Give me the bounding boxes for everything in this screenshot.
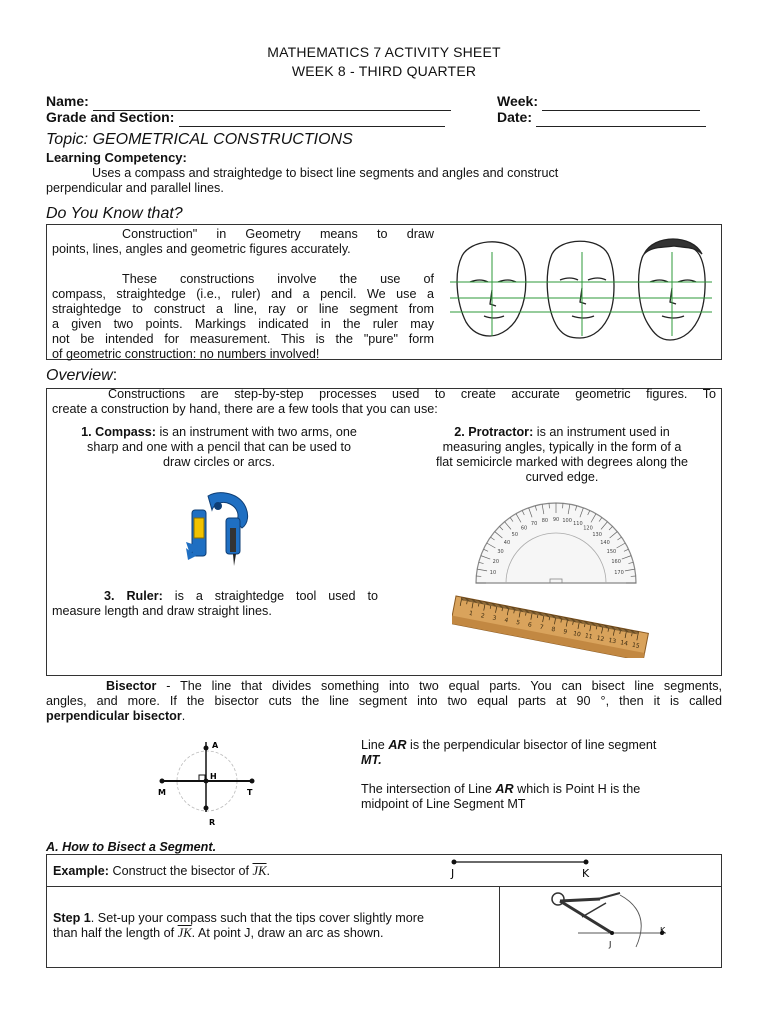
protractor-tick-label: 100 [562,517,572,524]
step1-seg: $\overline{JK}$ [177,926,192,940]
ruler-tick-label: 11 [584,632,594,641]
face-2-eyes [560,278,606,280]
face-3-hair [644,239,702,254]
protractor-tick-label: 130 [592,531,602,538]
know-p1-l2: points, lines, angles and geometric figures accurately. [52,242,351,256]
ruler-tick-label: 1 [468,609,474,618]
protractor-tick-label: 160 [611,559,621,566]
date-label: Date: [497,109,533,125]
desc2-post: which is Point H is the [513,782,641,796]
label-h: H [210,772,217,781]
protractor-tick-label: 170 [614,569,624,576]
grade-blank[interactable] [179,112,445,127]
ruler-tick-label: 8 [550,625,556,634]
face-3-mouth [662,316,684,318]
step1-l1: . Set-up your compass such that the tips cover slightly more [90,911,424,925]
section-a-heading [46,840,216,854]
protractor-tick-label: 90 [552,517,560,523]
ruler-l2: measure length and draw straight lines. [52,604,272,618]
bisector-term: Bisector [106,679,157,693]
overview-title: Overview [46,367,113,384]
desc2-ar: AR [495,782,514,796]
desc1-mt: MT. [361,753,382,767]
protractor-tick-label: 110 [573,520,583,527]
ruler-tick-label: 6 [527,621,533,629]
arc [620,895,641,947]
compass-l1: is an instrument with two arms, one [159,425,357,439]
compass-image [178,488,260,568]
bisector-l2: angles, and more. If the bisector cuts the line segment into two equal parts at 90 °, then it is called [46,694,722,708]
date-field[interactable] [497,109,717,127]
protractor-l4: curved edge. [525,470,599,484]
protractor-tick-label: 140 [600,539,610,546]
desc2-l2: midpoint of Line Segment MT [361,797,526,811]
ruler-tick-label: 7 [539,623,545,632]
face-2-mouth [572,316,594,318]
desc1-pre: Line [361,738,389,752]
segment-jk-diagram [440,854,610,884]
fig-j: J [609,940,612,949]
compass-l3: draw circles or arcs. [163,455,275,469]
protractor-tick-label: 10 [489,569,497,576]
know-p2-l4: a given two points. Markings indicated in the ruler may [52,317,434,331]
ruler-image [452,590,652,658]
table-col-divider [499,886,500,968]
compass-desc [52,425,386,470]
date-blank[interactable] [536,112,706,127]
protractor-l2: measuring angles, typically in the form of a [442,440,682,454]
overview-intro-l1: Constructions are step-by-step processes used to create accurate geometric figures. To [108,387,716,401]
protractor-tick-label: 20 [492,559,500,566]
competency-line2: perpendicular and parallel lines. [46,181,224,195]
point-j: J [451,867,455,880]
protractor-tick-label: 60 [520,525,528,532]
protractor-tick-label: 40 [503,539,511,546]
protractor-image [473,497,639,587]
week-label: Week: [497,93,538,109]
label-m: M [158,788,166,797]
topic-title: GEOMETRICAL CONSTRUCTIONS [92,131,353,148]
know-p2-l1: These constructions involve the use of [122,272,434,286]
example-row [53,864,270,879]
grade-field[interactable] [46,109,466,127]
table-row-divider [46,886,722,887]
desc2-pre: The intersection of Line [361,782,496,796]
section-a-title: A. How to Bisect a Segment [46,840,213,854]
bisector-l3-bold: perpendicular bisector [46,709,182,723]
sheet-title: MATHEMATICS 7 ACTIVITY SHEET [267,44,501,60]
label-a: A [212,741,219,750]
step1-l2-pre: than half the length of [53,926,178,940]
ruler-tick-label: 15 [631,641,641,650]
face-2-outline [547,241,614,338]
ruler-tick-label: 2 [480,612,486,620]
ruler-tick-label: 12 [596,634,605,644]
ruler-tick-label: 10 [572,630,582,639]
protractor-tick-label: 120 [583,525,593,532]
step1-label: Step 1 [53,911,91,925]
ruler-tick-label: 3 [491,614,498,623]
example-text: Construct the bisector of [112,864,249,878]
protractor-tick-label: 30 [497,549,504,555]
bisector-l3-end: . [181,709,186,723]
grade-label: Grade and Section: [46,109,175,125]
competency-label: Learning Competency: [46,150,187,165]
sheet-subtitle: WEEK 8 - THIRD QUARTER [291,63,477,79]
step1-text [53,911,495,941]
example-end: . [266,864,270,878]
face-1-mouth [484,316,504,318]
bisector-diagram [150,736,270,830]
point-k: K [582,867,590,880]
face-1-outline [457,242,526,336]
label-r: R [209,818,216,827]
know-p1-l1: Construction" in Geometry means to draw [122,227,434,241]
know-p2-l2: compass, straightedge (i.e., ruler) and a pencil. We use a [52,287,434,301]
ruler-l1: is a straightedge tool used to [174,589,379,603]
ruler-desc [52,589,378,619]
desc1-post: is the perpendicular bisector of line segment [406,738,657,752]
know-p2-l6: of geometric construction: no numbers involved! [52,347,320,361]
compass-l2: sharp and one with a pencil that can be used to [87,440,351,454]
competency-line1: Uses a compass and straightedge to bisect line segments and angles and construct [92,166,559,180]
protractor-l1: is an instrument used in [536,425,670,439]
bisector-l1: - The line that divides something into two equal parts. You can bisect line segments, [166,679,722,693]
protractor-label: 2. Protractor: [454,425,534,439]
step1-l2-post: . At point J, draw an arc as shown. [191,926,384,940]
protractor-l3: flat semicircle marked with degrees along the [436,455,688,469]
bisector-definition [46,679,722,724]
overview-heading [46,367,117,385]
overview-colon: : [112,367,118,384]
ruler-tick-label: 14 [619,639,629,648]
know-p2-l5: not be intended for measurement. This is the "pure" form [52,332,434,346]
face-3-nose [670,288,676,304]
ruler-tick-label: 5 [515,619,521,627]
know-p2-l3: straightedge to construct a line, ray or line segment from [52,302,434,316]
compass-arm-1 [560,901,612,933]
name-label: Name: [46,93,89,109]
protractor-tick-label: 80 [541,517,549,524]
topic-heading [46,131,353,149]
bisector-explanation [361,738,723,812]
protractor-desc [404,425,720,485]
know-text [52,227,434,362]
ruler-tick-label: 4 [503,616,509,625]
example-seg: $\overline{JK}$ [252,864,267,878]
ruler-tick-label: 13 [607,636,617,646]
step1-compass-figure [520,889,680,955]
know-heading: Do You Know that? [46,205,183,222]
section-a-dot: . [212,840,217,854]
ruler-label: 3. Ruler: [104,589,163,603]
example-label: Example: [53,864,109,878]
protractor-tick-label: 50 [511,531,519,538]
compass-label: 1. Compass: [81,425,156,439]
protractor-tick-label: 70 [530,520,538,527]
label-t: T [247,788,253,797]
topic-prefix: Topic: [46,131,89,148]
compass-arm-2 [560,899,600,901]
face-2-nose [580,288,586,304]
faces-illustration [448,232,714,342]
desc1-ar: AR [388,738,407,752]
ruler-tick-label: 9 [562,628,568,636]
protractor-tick-label: 150 [606,549,617,555]
compass-hinge [552,893,564,905]
overview-intro-l2: create a construction by hand, there are a few tools that you can use: [52,402,438,416]
fig-k: K [660,926,666,935]
